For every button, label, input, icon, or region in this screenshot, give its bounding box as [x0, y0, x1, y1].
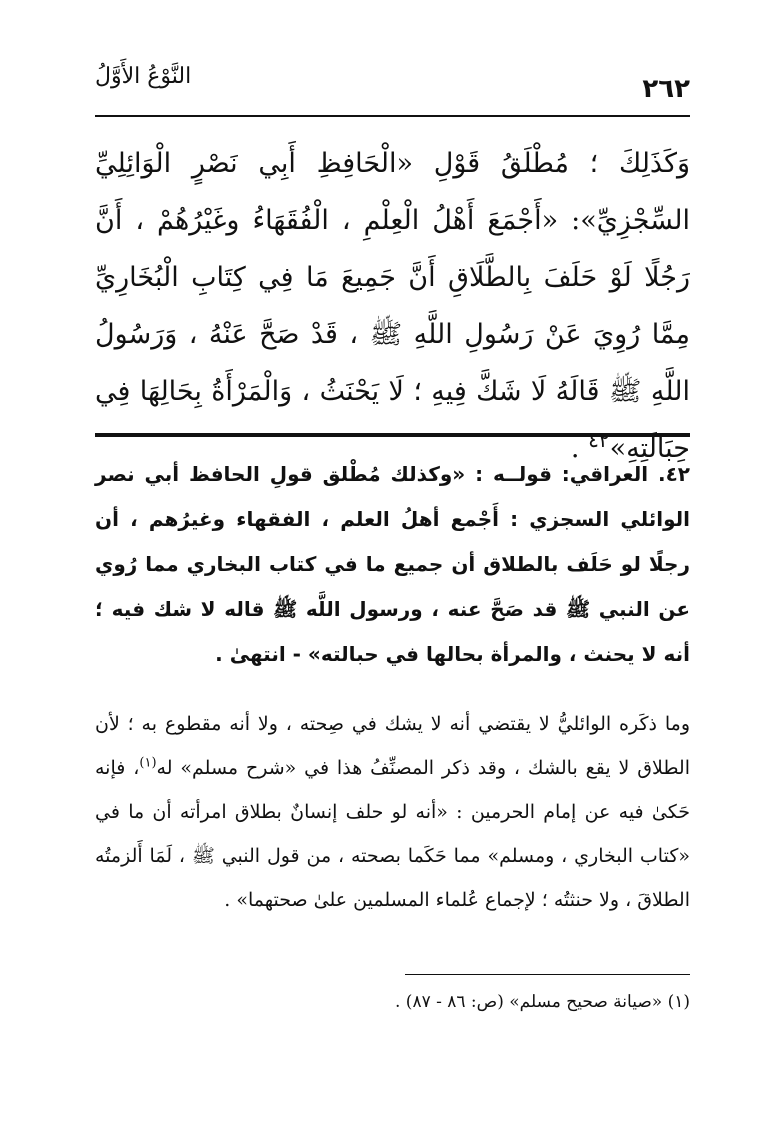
page-header: [95, 60, 690, 110]
main-text-end: .: [570, 433, 589, 464]
body-paragraph: [95, 702, 690, 922]
footnote-reference[interactable]: (١): [139, 755, 157, 771]
commentary-paragraph: ٤٢. العراقي: قولــه : «وكذلك مُطْلق قولِ الحافظ أبي نصر الوائلي السجزي : أَجْمع أهلُ العلم ، الفقهاء وغيرُهم ، أن رجلًا لو حَلَف بالطلاق أن جميع ما في كتاب البخاري مما رُوي عن النبي ﷺ قد صَحَّ عنه ، ورسول اللَّه ﷺ قاله لا شك فيه ؛ أنه لا يحنث ، والمرأة بحالها في حبالته» - انتهىٰ .: [95, 462, 690, 666]
main-text-body: وَكَذَلِكَ ؛ مُطْلَقُ قَوْلِ «الْحَافِظِ أَبِي نَصْرٍ الْوَائِلِيِّ السِّجْزِيِّ»: «أَجْمَعَ أَهْلُ الْعِلْمِ ، الْفُقَهَاءُ وغَيْرُهُمْ ، أَنَّ رَجُلًا لَوْ حَلَفَ بِالطَّلَاقِ أَنَّ جَمِيعَ مَا فِي كِتَابِ الْبُخَارِيِّ مِمَّا رُوِيَ عَنْ رَسُولِ اللَّهِ ﷺ ، قَدْ صَحَّ عَنْهُ ، وَرَسُولُ اللَّهِ ﷺ قَالَهُ لَا شَكَّ فِيهِ ؛ لَا يَحْنَثُ ، وَالْمَرْأَةُ بِحَالِهَا فِي حِبَالَتِهِ»: [95, 148, 690, 464]
main-text-paragraph: [95, 135, 690, 477]
body-part-2: ، فإنه حَكىٰ فيه عن إمام الحرمين : «أنه لو حلف إنسانٌ بطلاق امرأته أن ما في «كتاب البخاري ، ومسلم» مما حَكَما بصحته ، من قول النبي ﷺ ، لَمَا أَلزمتُه الطلاقَ ، ولا حنثتُه ؛ لإجماع عُلماء المسلمين علىٰ صحتهما» .: [95, 757, 690, 911]
footnote-text: (١) «صيانة صحيح مسلم» (ص: ٨٦ - ٨٧) .: [394, 992, 690, 1012]
header-divider: [95, 115, 690, 117]
running-title: النَّوْعُ الأَوَّلُ: [95, 64, 192, 89]
footnote-divider: [405, 974, 690, 975]
body-part-1: وما ذكَره الوائليُّ لا يقتضي أنه لا يشك في صِحته ، ولا أنه مقطوع به ؛ لأن الطلاق لا يقع بالشك ، وقد ذكر المصنِّفُ هذا في «شرح مسلم» له: [95, 713, 690, 779]
page-number: ٢٦٢: [642, 74, 690, 104]
main-text-note-number: ٤٢: [588, 428, 610, 452]
main-text-divider: [95, 433, 690, 437]
book-page: [95, 40, 690, 1110]
